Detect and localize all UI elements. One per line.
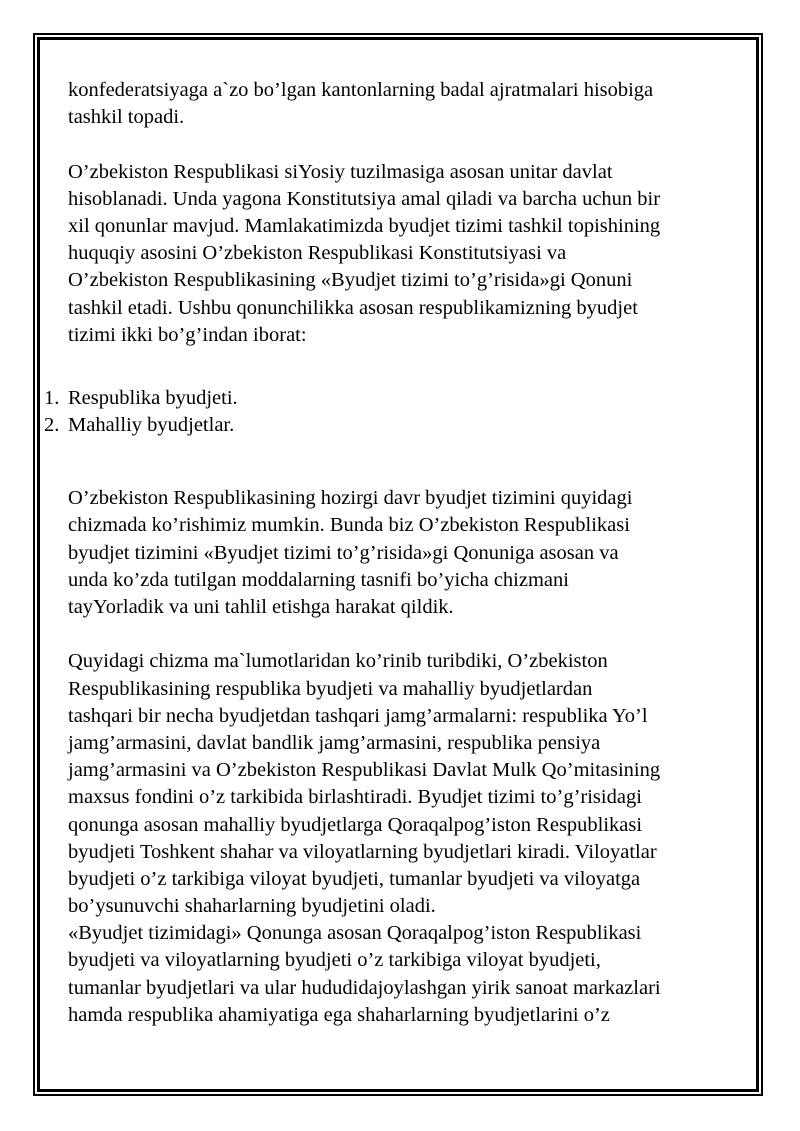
text-line: byudjeti Toshkent shahar va viloyatlarning byudjetlari kiradi. Viloyatlar <box>68 840 657 863</box>
text-line: O’zbekiston Respublikasining «Byudjet tizimi to’g’risida»gi Qonuni <box>68 269 633 292</box>
list-text: Mahalliy byudjetlar. <box>68 414 235 437</box>
text-line: Respublikasining respublika byudjeti va mahalliy byudjetlardan <box>68 677 593 700</box>
paragraph-4 <box>68 648 763 1029</box>
text-line: konfederatsiyaga a`zo bo’lgan kantonlarning badal ajratmalari hisobiga <box>68 79 654 101</box>
text-line: Quyidagi chizma ma`lumotlaridan ko’rinib turibdiki, O’zbekiston <box>68 650 608 673</box>
text-line: hamda respublika ahamiyatiga ega shaharlarning byudjetlarini o’z <box>68 1003 610 1026</box>
text-line: tashqari bir necha byudjetdan tashqari jamg’armalarni: respublika Yo’l <box>68 704 648 727</box>
document-body <box>44 77 763 1029</box>
paragraph-2 <box>68 159 763 349</box>
text-line: hisoblanadi. Unda yagona Konstitutsiya amal qiladi va barcha uchun bir <box>68 187 661 210</box>
paragraph-1 <box>68 77 763 131</box>
text-line: jamg’armasini, davlat bandlik jamg’armasini, respublika pensiya <box>68 731 601 754</box>
text-line: huquqiy asosini O’zbekiston Respublikasi Konstitutsiyasi va <box>68 242 567 265</box>
list-text: Respublika byudjeti. <box>68 386 238 409</box>
text-line: tumanlar byudjetlari va ular hududidajoylashgan yirik sanoat markazlari <box>68 976 661 999</box>
text-line: byudjet tizimini «Byudjet tizimi to’g’risida»gi Qonuniga asosan va <box>68 541 619 564</box>
text-line: bo’ysunuvchi shaharlarning byudjetini oladi. <box>68 895 436 918</box>
text-line: tashkil etadi. Ushbu qonunchilikka asosan respublikamizning byudjet <box>68 296 638 319</box>
text-line: jamg’armasini va O’zbekiston Respublikasi Davlat Mulk Qo’mitasining <box>68 759 661 782</box>
text-line: O’zbekiston Respublikasining hozirgi davr byudjet tizimini quyidagi <box>68 487 633 510</box>
text-line: unda ko’zda tutilgan moddalarning tasnifi bo’yicha chizmani <box>68 568 569 591</box>
text-line: byudjeti va viloyatlarning byudjeti o’z tarkibiga viloyat byudjeti, <box>68 949 601 972</box>
text-line: «Byudjet tizimidagi» Qonunga asosan Qoraqalpog’iston Respublikasi <box>68 922 642 945</box>
text-line: tayYorladik va uni tahlil etishga harakat qildik. <box>68 596 454 618</box>
text-line: maxsus fondini o’z tarkibida birlashtiradi. Byudjet tizimi to’g’risidagi <box>68 786 642 809</box>
list-item <box>44 385 763 412</box>
text-line: tizimi ikki bo’g’indan iborat: <box>68 323 307 346</box>
list-number: 2. <box>44 414 60 437</box>
numbered-list <box>44 385 763 439</box>
text-line: tashkil topadi. <box>68 106 185 129</box>
paragraph-3 <box>68 485 763 621</box>
text-line: O’zbekiston Respublikasi siYosiy tuzilmasiga asosan unitar davlat <box>68 160 613 183</box>
list-number: 1. <box>44 386 60 409</box>
text-line: xil qonunlar mavjud. Mamlakatimizda byudjet tizimi tashkil topishining <box>68 214 661 237</box>
text-line: byudjeti o’z tarkibiga viloyat byudjeti, tumanlar byudjeti va viloyatga <box>68 867 641 890</box>
list-item <box>44 412 763 439</box>
text-line: chizmada ko’rishimiz mumkin. Bunda biz O’zbekiston Respublikasi <box>68 514 630 537</box>
text-line: qonunga asosan mahalliy byudjetlarga Qoraqalpog’iston Respublikasi <box>68 813 643 836</box>
